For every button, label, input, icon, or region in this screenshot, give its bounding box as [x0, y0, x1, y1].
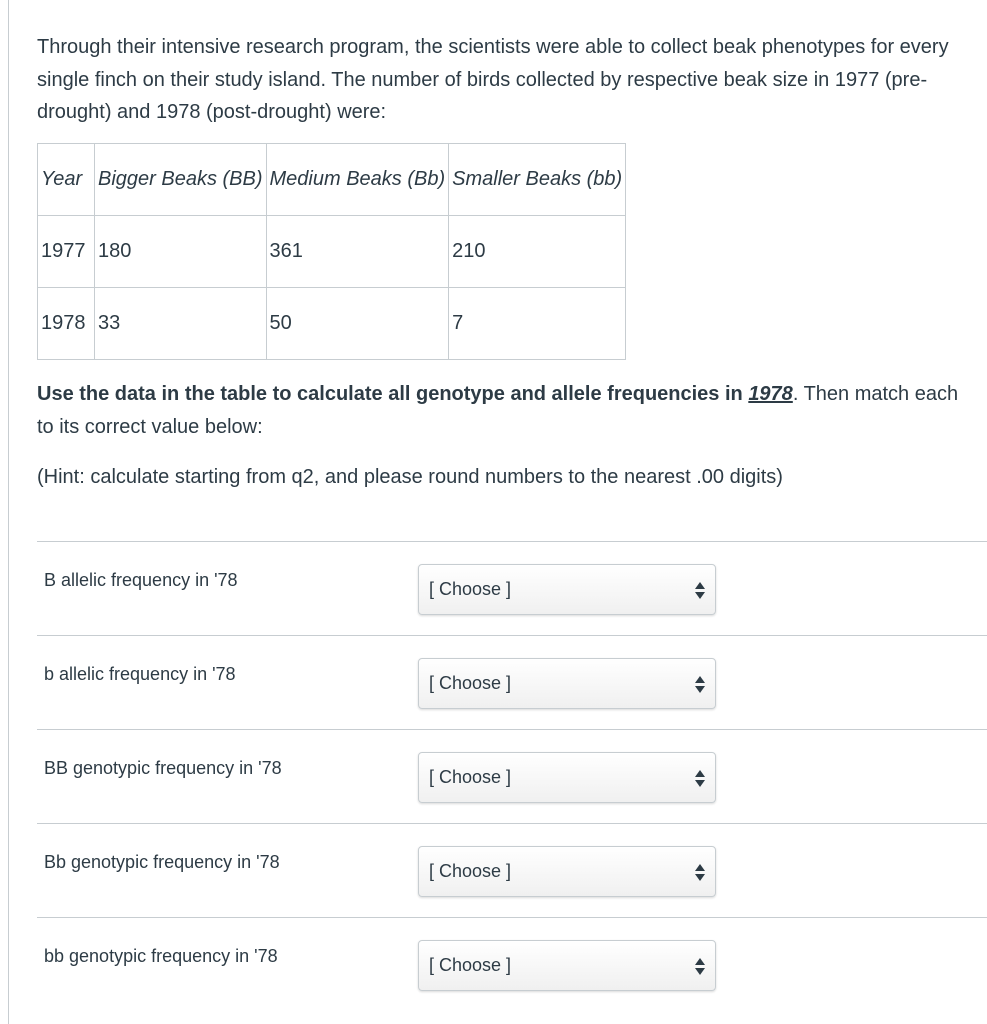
intro-paragraph: Through their intensive research program, the scientists were able to collect beak phenotypes for every single finch on their study island. The number of birds collected by respective beak size in 1977 (pre-drought) and 1978 (post-drought) were:: [37, 36, 949, 123]
answer-select[interactable]: [418, 658, 716, 709]
match-row: [37, 541, 987, 635]
match-row: [37, 917, 987, 1011]
table-cell: 210: [449, 216, 626, 288]
table-header-cell: Bigger Beaks (BB): [95, 144, 267, 216]
question-instruction: [37, 378, 967, 444]
select-value: [ Choose ]: [429, 861, 512, 881]
left-border-rule: [8, 0, 9, 1024]
select-value: [ Choose ]: [429, 767, 512, 787]
table-header-cell: Year: [38, 144, 95, 216]
updown-arrows-icon: [695, 582, 705, 599]
match-row: [37, 635, 987, 729]
answer-select[interactable]: [418, 940, 716, 991]
match-label: b allelic frequency in '78: [44, 664, 236, 684]
question-rest-text: . Then match each to its correct value below:: [37, 383, 959, 438]
updown-arrows-icon: [695, 770, 705, 787]
match-row: [37, 729, 987, 823]
question-year: 1978: [748, 383, 793, 405]
updown-arrows-icon: [695, 864, 705, 881]
table-row: [38, 288, 626, 360]
question-bold-text: Use the data in the table to calculate all genotype and allele frequencies in: [37, 383, 749, 405]
match-label: bb genotypic frequency in '78: [44, 946, 278, 966]
hint-text: (Hint: calculate starting from q2, and please round numbers to the nearest .00 digits): [37, 466, 783, 488]
match-row: [37, 823, 987, 917]
match-list: [37, 541, 987, 1011]
table-header-cell: Smaller Beaks (bb): [449, 144, 626, 216]
table-cell: 180: [95, 216, 267, 288]
answer-select[interactable]: [418, 564, 716, 615]
match-label: BB genotypic frequency in '78: [44, 758, 282, 778]
table-cell: 1978: [38, 288, 95, 360]
table-cell: 50: [266, 288, 449, 360]
table-cell: 33: [95, 288, 267, 360]
beak-data-table: [37, 143, 626, 360]
select-value: [ Choose ]: [429, 673, 512, 693]
updown-arrows-icon: [695, 958, 705, 975]
answer-select[interactable]: [418, 846, 716, 897]
updown-arrows-icon: [695, 676, 705, 693]
table-cell: 7: [449, 288, 626, 360]
table-cell: 1977: [38, 216, 95, 288]
match-label: B allelic frequency in '78: [44, 570, 238, 590]
table-header-cell: Medium Beaks (Bb): [266, 144, 449, 216]
select-value: [ Choose ]: [429, 579, 512, 599]
table-row: [38, 216, 626, 288]
select-value: [ Choose ]: [429, 955, 512, 975]
table-header-row: [38, 144, 626, 216]
match-label: Bb genotypic frequency in '78: [44, 852, 280, 872]
table-cell: 361: [266, 216, 449, 288]
answer-select[interactable]: [418, 752, 716, 803]
